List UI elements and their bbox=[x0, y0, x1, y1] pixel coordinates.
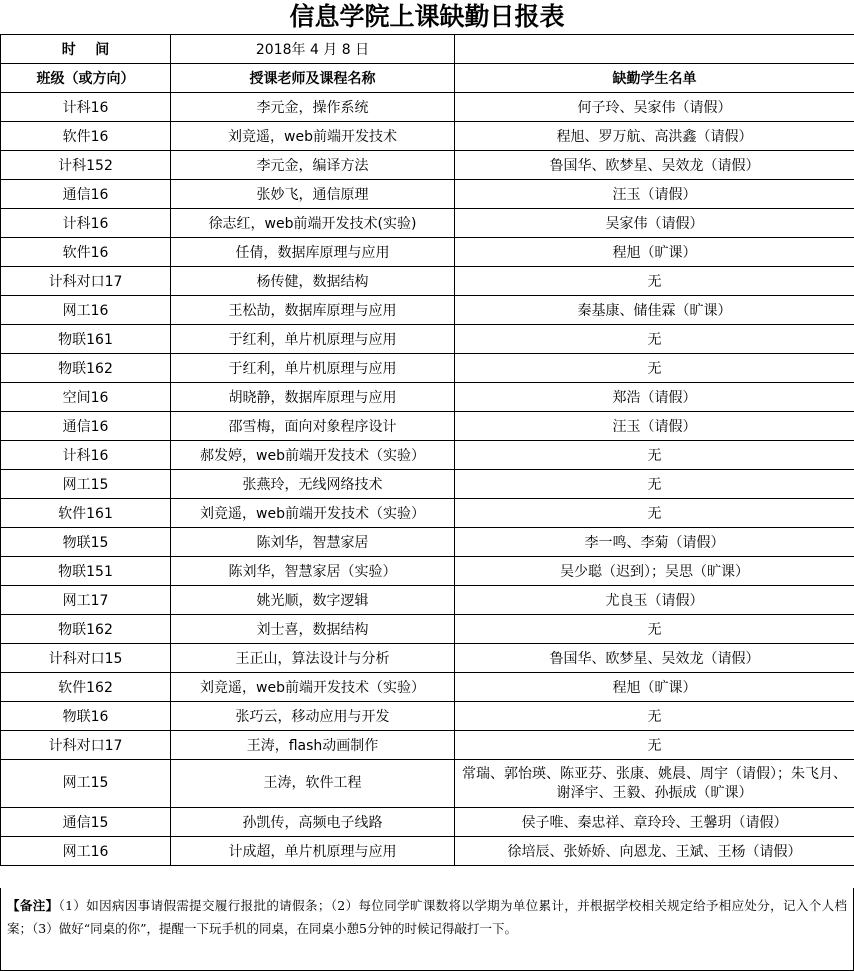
table-row bbox=[1, 528, 854, 557]
absent-students-cell: 郑浩（请假） bbox=[455, 383, 854, 412]
table-row bbox=[1, 354, 854, 383]
absent-students-cell: 李一鸣、李菊（请假） bbox=[455, 528, 854, 557]
absent-students-cell: 程旭、罗万航、高洪鑫（请假） bbox=[455, 122, 854, 151]
table-row bbox=[1, 470, 854, 499]
class-cell: 计科16 bbox=[1, 93, 171, 122]
absent-students-cell: 无 bbox=[455, 702, 854, 731]
remarks-label: 【备注】 bbox=[7, 898, 59, 913]
absent-students-cell: 徐培辰、张娇娇、向恩龙、王斌、王杨（请假） bbox=[455, 837, 854, 866]
class-cell: 计科152 bbox=[1, 151, 171, 180]
teacher-course-cell: 杨传健，数据结构 bbox=[171, 267, 455, 296]
teacher-course-cell: 王涛，flash动画制作 bbox=[171, 731, 455, 760]
absent-students-cell: 无 bbox=[455, 470, 854, 499]
teacher-course-cell: 姚光顺，数字逻辑 bbox=[171, 586, 455, 615]
teacher-course-cell: 陈刘华，智慧家居（实验） bbox=[171, 557, 455, 586]
report-title: 信息学院上课缺勤日报表 bbox=[289, 2, 565, 31]
teacher-course-cell: 王涛，软件工程 bbox=[171, 760, 455, 808]
table-row bbox=[1, 673, 854, 702]
class-cell: 通信16 bbox=[1, 180, 171, 209]
class-cell: 物联15 bbox=[1, 528, 171, 557]
class-cell: 通信16 bbox=[1, 412, 171, 441]
teacher-course-cell: 计成超，单片机原理与应用 bbox=[171, 837, 455, 866]
teacher-course-cell: 刘竞遥，web前端开发技术 bbox=[171, 122, 455, 151]
class-cell: 计科16 bbox=[1, 441, 171, 470]
class-cell: 物联16 bbox=[1, 702, 171, 731]
table-row bbox=[1, 383, 854, 412]
teacher-course-cell: 任倩，数据库原理与应用 bbox=[171, 238, 455, 267]
class-cell: 通信15 bbox=[1, 808, 171, 837]
class-cell: 计科对口17 bbox=[1, 731, 171, 760]
class-cell: 网工16 bbox=[1, 837, 171, 866]
date-row bbox=[1, 35, 854, 64]
table-row bbox=[1, 702, 854, 731]
absent-students-cell: 程旭（旷课） bbox=[455, 673, 854, 702]
teacher-course-cell: 邵雪梅，面向对象程序设计 bbox=[171, 412, 455, 441]
class-cell: 软件16 bbox=[1, 122, 171, 151]
teacher-course-cell: 张妙飞，通信原理 bbox=[171, 180, 455, 209]
absent-students-cell: 无 bbox=[455, 267, 854, 296]
table-row bbox=[1, 122, 854, 151]
table-row bbox=[1, 238, 854, 267]
class-cell: 物联162 bbox=[1, 615, 171, 644]
absent-students-cell: 程旭（旷课） bbox=[455, 238, 854, 267]
teacher-course-cell: 李元金，编译方法 bbox=[171, 151, 455, 180]
table-row bbox=[1, 731, 854, 760]
header-teacher-course: 授课老师及课程名称 bbox=[171, 64, 455, 93]
absent-students-cell: 侯子唯、秦忠祥、章玲玲、王馨玥（请假） bbox=[455, 808, 854, 837]
teacher-course-cell: 王正山，算法设计与分析 bbox=[171, 644, 455, 673]
table-row bbox=[1, 644, 854, 673]
teacher-course-cell: 陈刘华，智慧家居 bbox=[171, 528, 455, 557]
absent-students-cell: 无 bbox=[455, 325, 854, 354]
table-row bbox=[1, 93, 854, 122]
absent-students-cell: 汪玉（请假） bbox=[455, 412, 854, 441]
absence-table bbox=[0, 34, 854, 866]
class-cell: 网工17 bbox=[1, 586, 171, 615]
class-cell: 空间16 bbox=[1, 383, 171, 412]
class-cell: 物联151 bbox=[1, 557, 171, 586]
class-cell: 软件16 bbox=[1, 238, 171, 267]
table-row bbox=[1, 325, 854, 354]
date-value: 2018年 4 月 8 日 bbox=[171, 35, 455, 64]
absent-students-cell: 无 bbox=[455, 731, 854, 760]
table-row bbox=[1, 808, 854, 837]
header-class: 班级（或方向） bbox=[1, 64, 171, 93]
absent-students-cell: 无 bbox=[455, 354, 854, 383]
absent-students-cell: 尤良玉（请假） bbox=[455, 586, 854, 615]
date-empty-cell bbox=[455, 35, 854, 64]
absent-students-cell: 何子玲、吴家伟（请假） bbox=[455, 93, 854, 122]
teacher-course-cell: 徐志红，web前端开发技术(实验) bbox=[171, 209, 455, 238]
table-row bbox=[1, 586, 854, 615]
absent-students-cell: 无 bbox=[455, 441, 854, 470]
teacher-course-cell: 刘竞遥，web前端开发技术（实验） bbox=[171, 673, 455, 702]
teacher-course-cell: 刘竞遥，web前端开发技术（实验） bbox=[171, 499, 455, 528]
absent-students-cell: 吴家伟（请假） bbox=[455, 209, 854, 238]
table-row bbox=[1, 267, 854, 296]
teacher-course-cell: 于红利，单片机原理与应用 bbox=[171, 354, 455, 383]
absent-students-cell: 秦基康、储佳霖（旷课） bbox=[455, 296, 854, 325]
absent-students-cell: 无 bbox=[455, 499, 854, 528]
absent-students-cell: 汪玉（请假） bbox=[455, 180, 854, 209]
table-row bbox=[1, 837, 854, 866]
absent-students-cell: 鲁国华、欧梦星、吴效龙（请假） bbox=[455, 151, 854, 180]
absent-students-cell: 常瑞、郭怡瑛、陈亚芬、张康、姚晨、周宇（请假）；朱飞月、谢泽宇、王毅、孙振成（旷课） bbox=[455, 760, 854, 808]
table-row bbox=[1, 296, 854, 325]
class-cell: 计科16 bbox=[1, 209, 171, 238]
teacher-course-cell: 张巧云，移动应用与开发 bbox=[171, 702, 455, 731]
date-label: 时 间 bbox=[1, 35, 171, 64]
absent-students-cell: 鲁国华、欧梦星、吴效龙（请假） bbox=[455, 644, 854, 673]
table-row bbox=[1, 151, 854, 180]
table-row bbox=[1, 180, 854, 209]
teacher-course-cell: 孙凯传，高频电子线路 bbox=[171, 808, 455, 837]
teacher-course-cell: 李元金，操作系统 bbox=[171, 93, 455, 122]
class-cell: 物联162 bbox=[1, 354, 171, 383]
table-row bbox=[1, 499, 854, 528]
remarks-text: （1）如因病因事请假需提交履行报批的请假条；（2）每位同学旷课数将以学期为单位累计，并根据学校相关规定给予相应处分，记入个人档案；（3）做好“同桌的你”，提醒一下玩手机的同桌，在同桌小憩5分钟的时候记得敲打一下。 bbox=[7, 898, 847, 936]
remarks bbox=[0, 888, 854, 971]
class-cell: 软件162 bbox=[1, 673, 171, 702]
table-row bbox=[1, 557, 854, 586]
teacher-course-cell: 郝发婷，web前端开发技术（实验） bbox=[171, 441, 455, 470]
table-row bbox=[1, 209, 854, 238]
table-row bbox=[1, 412, 854, 441]
teacher-course-cell: 张燕玲，无线网络技术 bbox=[171, 470, 455, 499]
teacher-course-cell: 胡晓静，数据库原理与应用 bbox=[171, 383, 455, 412]
class-cell: 物联161 bbox=[1, 325, 171, 354]
teacher-course-cell: 于红利，单片机原理与应用 bbox=[171, 325, 455, 354]
table-row bbox=[1, 760, 854, 808]
teacher-course-cell: 刘士喜，数据结构 bbox=[171, 615, 455, 644]
teacher-course-cell: 王松劼，数据库原理与应用 bbox=[171, 296, 455, 325]
table-row bbox=[1, 615, 854, 644]
class-cell: 网工15 bbox=[1, 470, 171, 499]
header-absent-students: 缺勤学生名单 bbox=[455, 64, 854, 93]
header-row bbox=[1, 64, 854, 93]
class-cell: 网工15 bbox=[1, 760, 171, 808]
table-row bbox=[1, 441, 854, 470]
class-cell: 网工16 bbox=[1, 296, 171, 325]
class-cell: 计科对口17 bbox=[1, 267, 171, 296]
class-cell: 计科对口15 bbox=[1, 644, 171, 673]
class-cell: 软件161 bbox=[1, 499, 171, 528]
absent-students-cell: 吴少聪（迟到）；吴思（旷课） bbox=[455, 557, 854, 586]
absent-students-cell: 无 bbox=[455, 615, 854, 644]
